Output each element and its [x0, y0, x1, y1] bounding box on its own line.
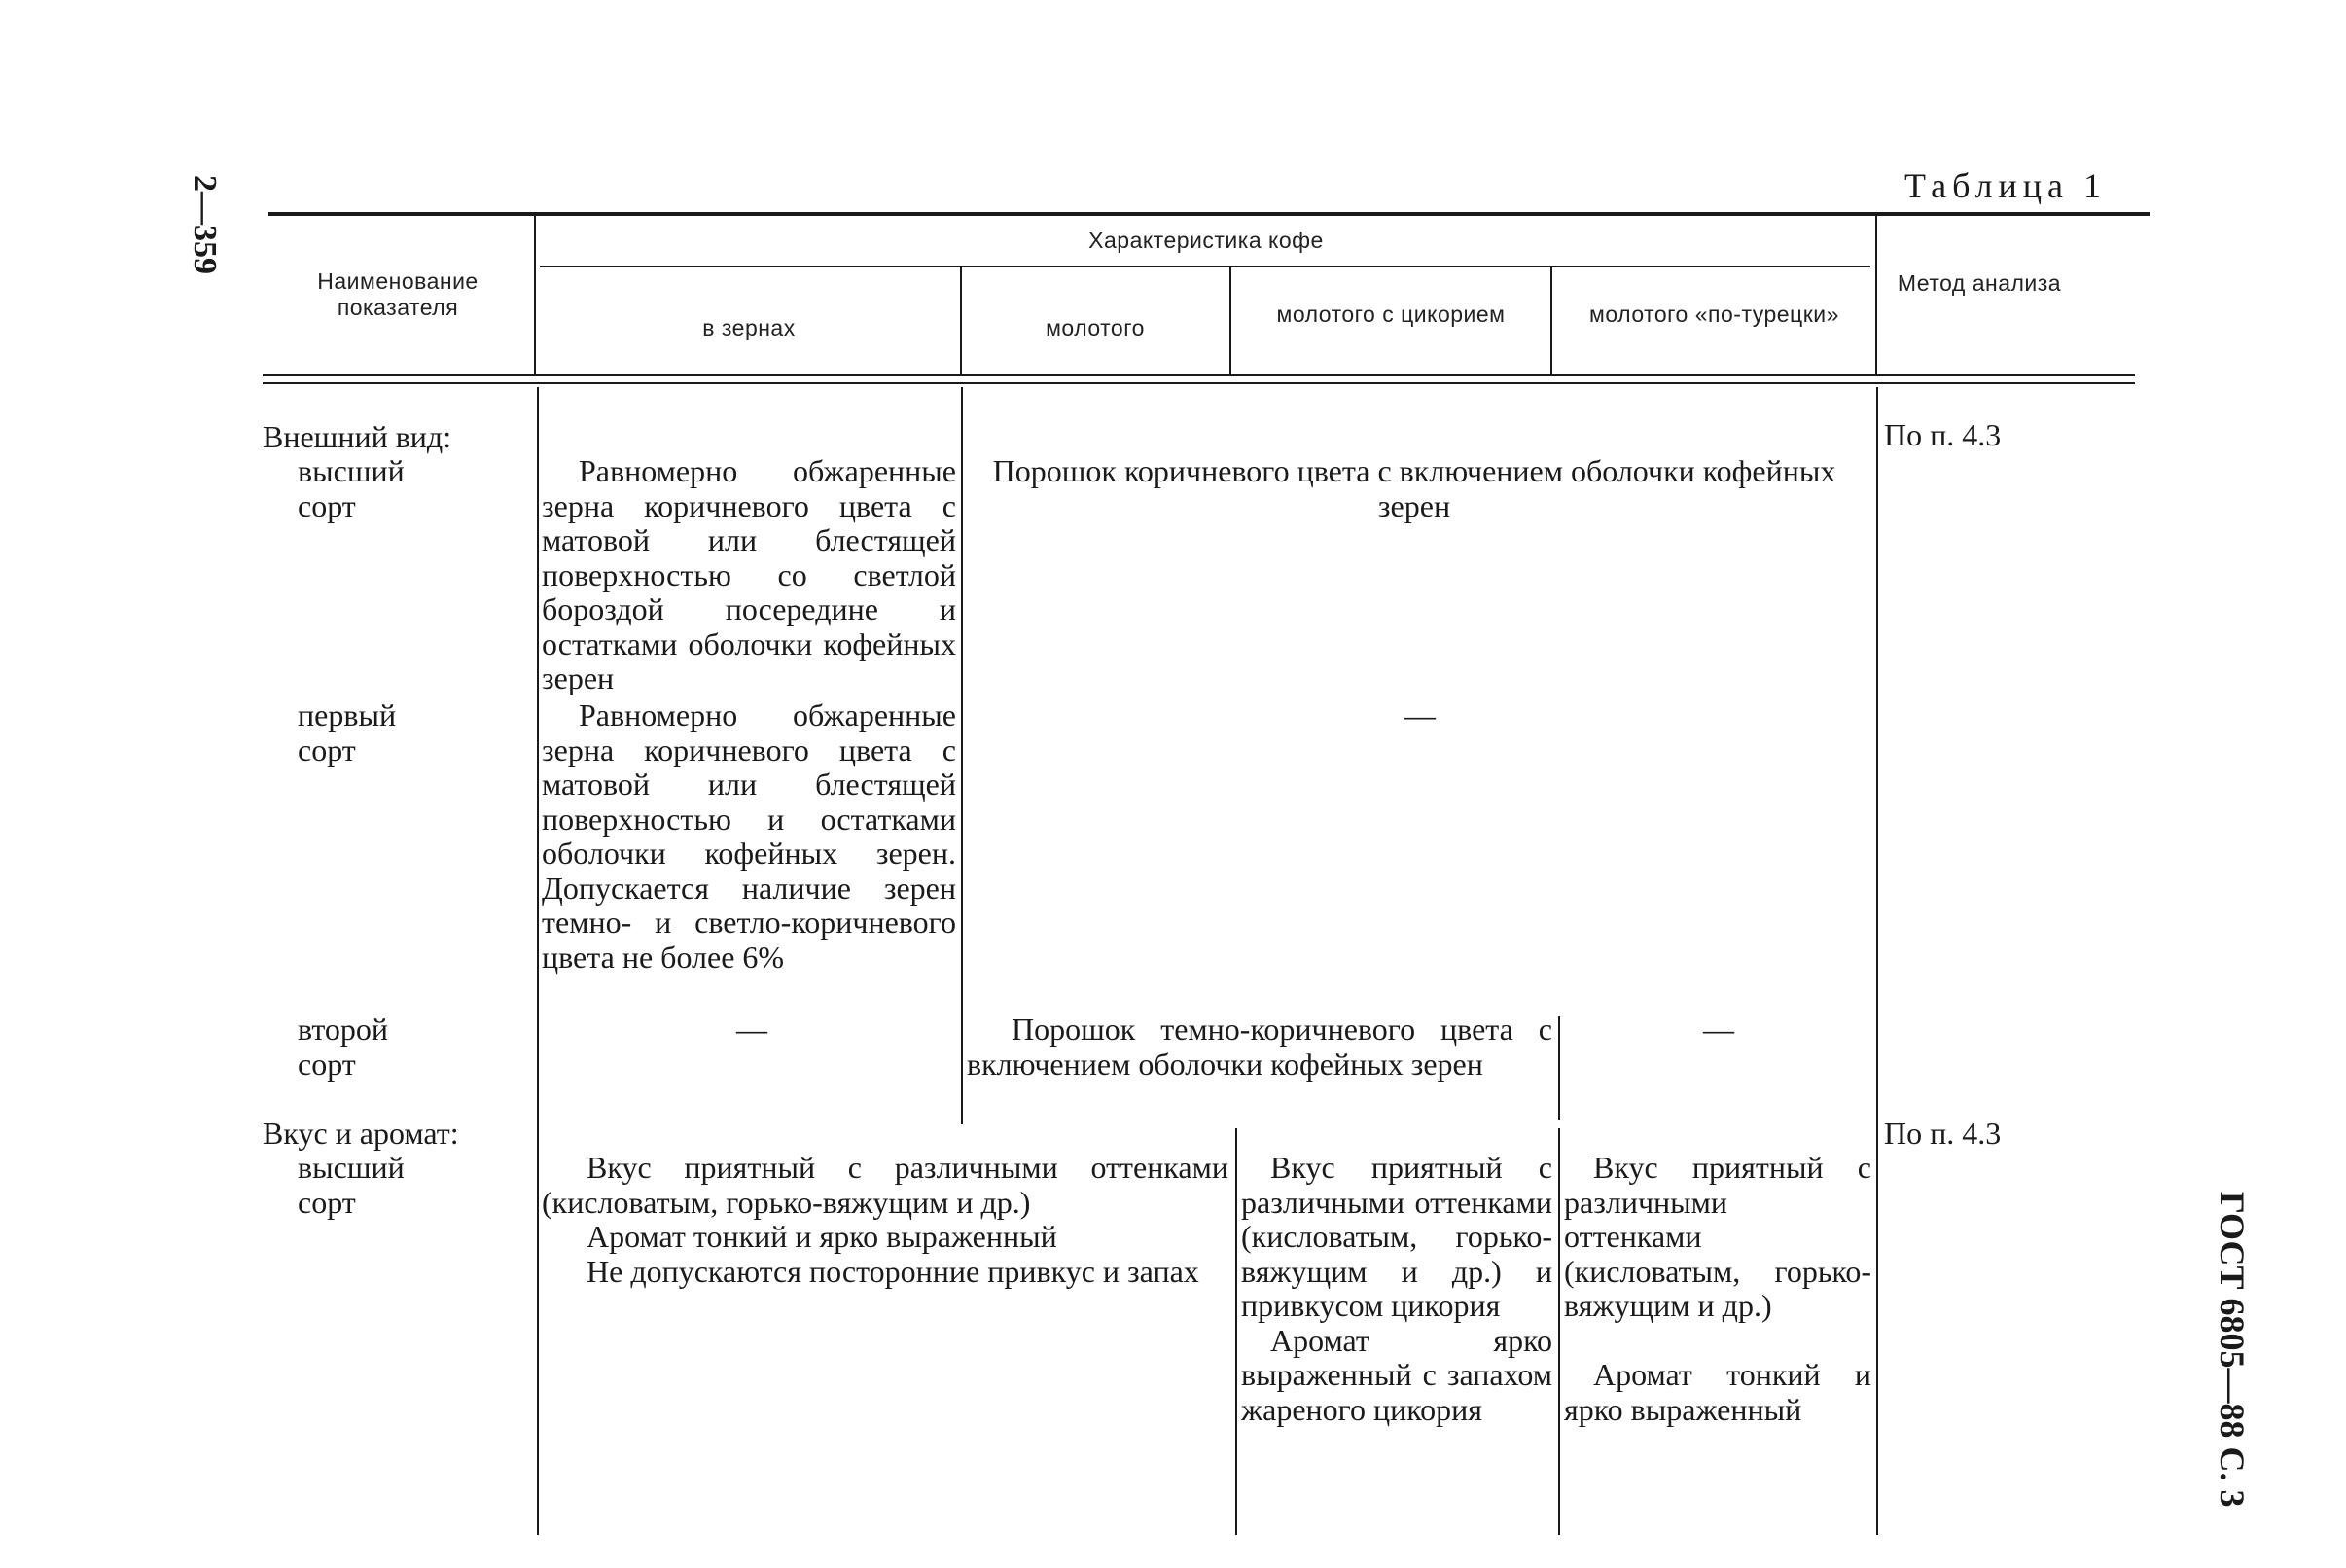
header-col-chicory: молотого с цикорием: [1276, 302, 1506, 327]
appearance-second-ground: Порошок темно-коричневого цвета с включением оболочки кофейных зерен: [967, 1012, 1552, 1082]
body-vline-beans-right: [961, 387, 963, 1124]
grade-top-taste: высший сорт: [298, 1150, 405, 1220]
grade-second-appearance: второй сорт: [298, 1012, 388, 1082]
header-subrule: [540, 266, 1870, 267]
taste-chicory-aroma: Аромат ярко выраженный с запахом жареного цикория: [1241, 1322, 1552, 1427]
header-characteristic: Характеристика кофе: [1088, 228, 1324, 253]
header-bottom-rule-1: [263, 374, 2135, 376]
header-indicator: Наименование показателя: [317, 268, 479, 320]
header-vline-4: [1550, 267, 1552, 376]
header-vline-5: [1875, 216, 1877, 376]
header-bottom-rule-2: [263, 382, 2135, 384]
appearance-first-ground: —: [1404, 697, 1436, 732]
method-taste: По п. 4.3: [1884, 1116, 2002, 1151]
header-col-ground: молотого: [1046, 315, 1145, 340]
side-running-head: ГОСТ 6805—88 С. 3: [2213, 1192, 2252, 1508]
taste-top-turkish: [1564, 1151, 1871, 1427]
taste-top-beans-ground: [542, 1151, 1228, 1289]
top-rule: [268, 212, 2150, 216]
taste-beans-ground-restriction: Не допускаются посторонние привкус и запах: [586, 1253, 1199, 1289]
body-vline-beans-left: [537, 387, 539, 1535]
appearance-top-ground: Порошок коричневого цвета с включением оболочки кофейных зерен: [992, 453, 1836, 523]
header-col-beans: в зернах: [702, 315, 796, 340]
header-vline-2: [960, 267, 962, 376]
appearance-first-beans: Равномерно обжаренные зерна коричневого цвета с матовой или блестящей поверхностью и остатками оболочки кофейных зерен. Допускается наличие зерен темно- и светло-коричневого цвета не более 6%: [542, 697, 956, 975]
header-vline-3: [1229, 267, 1231, 376]
appearance-second-turkish: —: [1703, 1012, 1734, 1047]
appearance-second-beans: —: [736, 1012, 767, 1047]
method-appearance: По п. 4.3: [1884, 417, 2002, 452]
taste-beans-ground-taste: Вкус приятный с различными оттенками (кисловатым, горько-вяжущим и др.): [542, 1150, 1228, 1220]
row-label-taste: Вкус и аромат:: [263, 1116, 459, 1151]
appearance-top-beans: Равномерно обжаренные зерна коричневого цвета с матовой или блестящей поверхностью со светлой бороздой посередине и остатками оболочки кофейных зерен: [542, 453, 956, 695]
table-title: Таблица 1: [1904, 166, 2107, 205]
taste-chicory-taste: Вкус приятный с различными оттенками (кисловатым, горько-вяжущим и др.) и привкусом цикория: [1241, 1150, 1552, 1323]
taste-turkish-taste: Вкус приятный с различными оттенками (кисловатым, горько-вяжущим и др.): [1564, 1150, 1871, 1323]
side-page-number: 2—359: [187, 175, 223, 274]
body-vline-ground-right: [1558, 1016, 1560, 1120]
grade-top-appearance: высший сорт: [298, 453, 405, 523]
grade-first-appearance: первый сорт: [298, 697, 397, 767]
body-vline-chicory-left: [1235, 1128, 1237, 1535]
row-label-appearance: Внешний вид:: [263, 419, 452, 454]
header-vline-1: [534, 216, 536, 376]
body-vline-turkish-left: [1558, 1128, 1560, 1535]
taste-top-chicory: [1241, 1151, 1552, 1427]
taste-beans-ground-aroma: Аромат тонкий и ярко выраженный: [586, 1219, 1057, 1254]
header-method: Метод анализа: [1897, 270, 2062, 296]
taste-turkish-aroma: Аромат тонкий и ярко выраженный: [1564, 1357, 1871, 1427]
header-col-turkish: молотого «по-турецки»: [1589, 302, 1839, 327]
body-vline-method-left: [1876, 387, 1878, 1535]
